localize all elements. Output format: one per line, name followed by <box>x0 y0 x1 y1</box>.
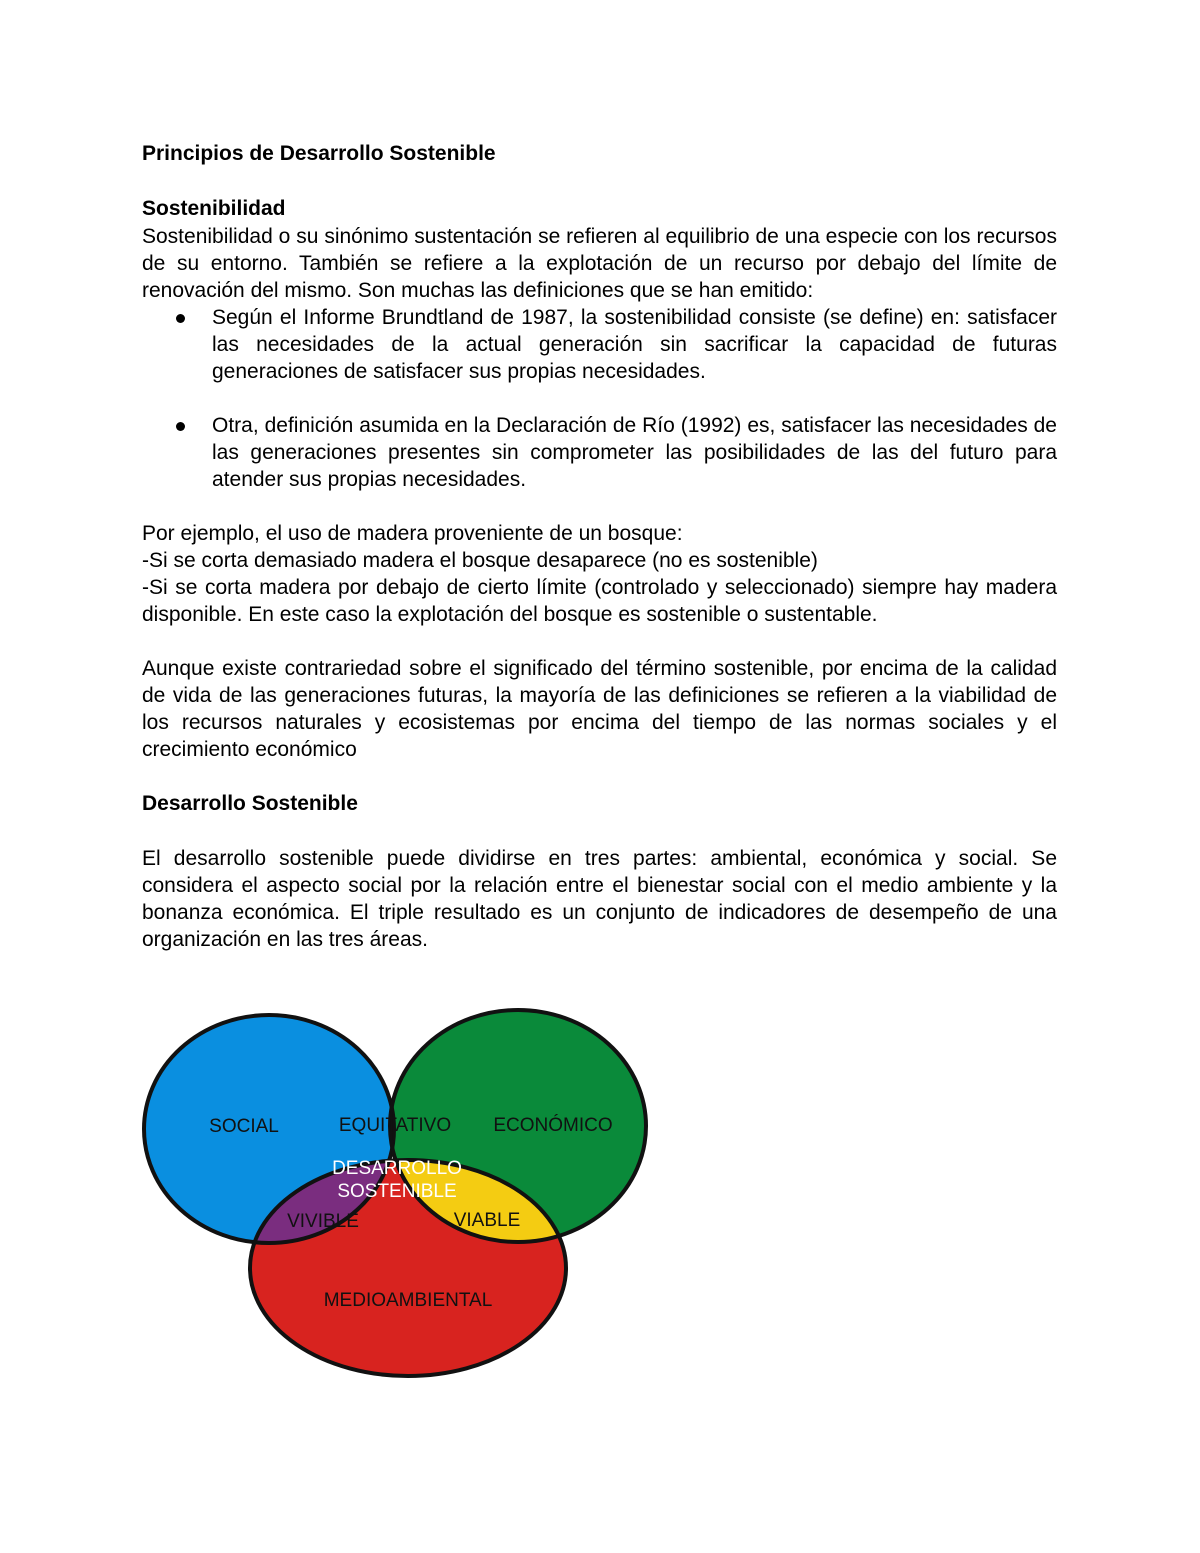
paragraph-example-line2: -Si se corta madera por debajo de cierto límite (controlado y seleccionado) siempre hay madera disponible. En este caso la explotación del bosque es sostenible o sustentable. <box>142 576 1057 626</box>
document-title: Principios de Desarrollo Sostenible <box>142 142 496 165</box>
label-center-line2: SOSTENIBLE <box>337 1181 457 1202</box>
venn-diagram <box>142 1003 652 1393</box>
paragraph-desarrollo: El desarrollo sostenible puede dividirse en tres partes: ambiental, económica y social. Se considera el aspecto social por la relación entre el bienestar social con el medio ambiente y la bonanza económica. El triple resultado es un conjunto de indicadores de desempeño de una organización en las tres áreas. <box>142 847 1057 951</box>
document-page <box>142 140 1057 953</box>
bullet-icon <box>176 314 185 323</box>
label-center-line1: DESARROLLO <box>332 1158 462 1179</box>
label-viable: VIABLE <box>453 1210 521 1231</box>
bullet-icon <box>176 422 185 431</box>
definitions-list <box>142 304 1057 493</box>
list-item: Según el Informe Brundtland de 1987, la sostenibilidad consiste (se define) en: satisfacer las necesidades de la actual generación sin sacrificar la capacidad de futuras generaciones de satisfacer sus propias necesidades. <box>142 304 1057 385</box>
heading-sostenibilidad: Sostenibilidad <box>142 197 286 220</box>
label-vivible: VIVIBLE <box>287 1211 359 1232</box>
paragraph-example-intro: Por ejemplo, el uso de madera proveniente de un bosque: <box>142 522 683 545</box>
paragraph-closing: Aunque existe contrariedad sobre el significado del término sostenible, por encima de la calidad de vida de las generaciones futuras, la mayoría de las definiciones se refieren a la viabilidad de los recursos naturales y ecosistemas por encima del tiempo de las normas sociales y el crecimiento económico <box>142 657 1057 761</box>
paragraph-example-line1: -Si se corta demasiado madera el bosque desaparece (no es sostenible) <box>142 549 818 572</box>
label-medioambiental: MEDIOAMBIENTAL <box>323 1290 493 1311</box>
paragraph-intro: Sostenibilidad o su sinónimo sustentación se refieren al equilibrio de una especie con los recursos de su entorno. También se refiere a la explotación de un recurso por debajo del límite de renovación del mismo. Son muchas las definiciones que se han emitido: <box>142 225 1057 302</box>
label-economico: ECONÓMICO <box>493 1115 613 1136</box>
label-equitativo: EQUITATIVO <box>338 1115 452 1136</box>
label-social: SOCIAL <box>209 1116 279 1137</box>
heading-desarrollo-sostenible: Desarrollo Sostenible <box>142 792 358 815</box>
list-item: Otra, definición asumida en la Declaración de Río (1992) es, satisfacer las necesidades de las generaciones presentes sin comprometer las posibilidades de las del futuro para atender sus propias necesidades. <box>142 412 1057 493</box>
